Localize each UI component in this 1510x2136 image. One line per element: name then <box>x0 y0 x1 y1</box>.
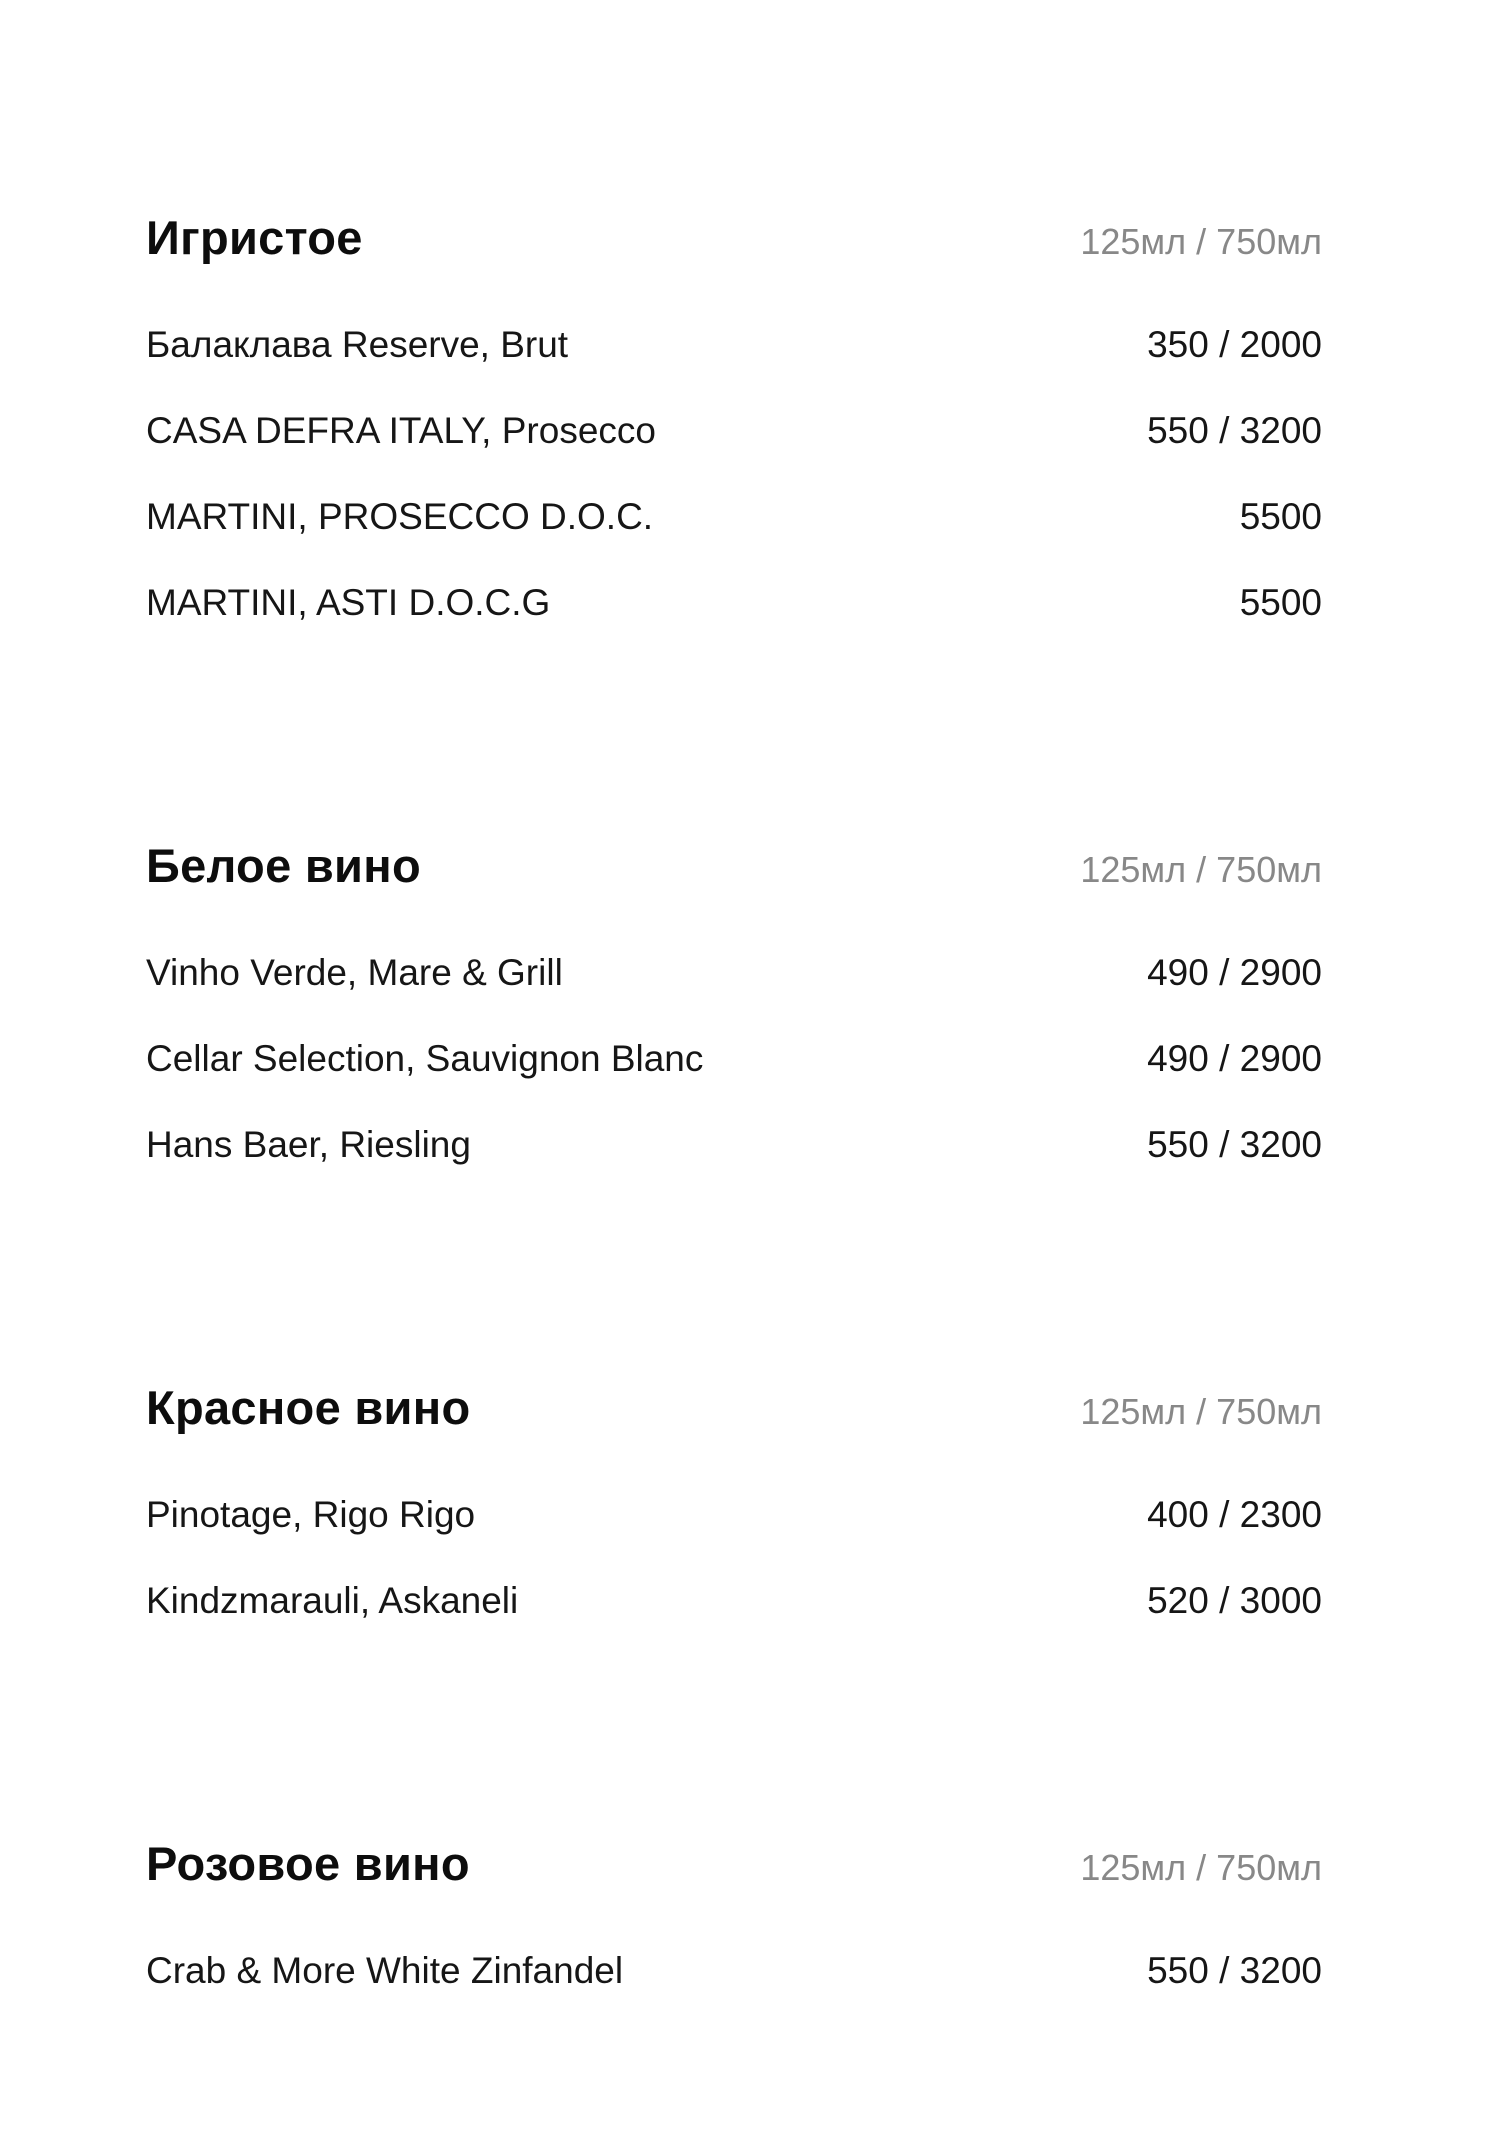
item-price: 350 / 2000 <box>1147 324 1322 365</box>
section-title: Игристое <box>146 211 363 264</box>
section-header <box>146 1380 1322 1440</box>
menu-item <box>146 1494 1322 1580</box>
item-name: CASA DEFRA ITALY, Prosecco <box>146 410 656 451</box>
item-name: MARTINI, PROSECCO D.O.C. <box>146 496 654 537</box>
item-name: Cellar Selection, Sauvignon Blanc <box>146 1038 704 1079</box>
item-list <box>146 952 1322 1210</box>
item-price: 490 / 2900 <box>1147 952 1322 993</box>
section-header <box>146 838 1322 898</box>
menu-item <box>146 1580 1322 1666</box>
section-volume-label: 125мл / 750мл <box>1080 221 1322 262</box>
item-list <box>146 1494 1322 1666</box>
item-price: 5500 <box>1239 582 1322 623</box>
menu-item <box>146 952 1322 1038</box>
item-name: Vinho Verde, Mare & Grill <box>146 952 563 993</box>
item-price: 550 / 3200 <box>1147 1950 1322 1991</box>
menu-item <box>146 410 1322 496</box>
section-volume-label: 125мл / 750мл <box>1080 1391 1322 1432</box>
item-price: 550 / 3200 <box>1147 1124 1322 1165</box>
menu-item <box>146 324 1322 410</box>
item-name: Crab & More White Zinfandel <box>146 1950 624 1991</box>
item-list <box>146 1950 1322 2036</box>
item-name: MARTINI, ASTI D.O.C.G <box>146 582 551 623</box>
section-title: Белое вино <box>146 839 421 892</box>
section-volume-label: 125мл / 750мл <box>1080 849 1322 890</box>
item-list <box>146 324 1322 668</box>
item-name: Kindzmarauli, Askaneli <box>146 1580 519 1621</box>
section-white-wine <box>146 838 1322 1210</box>
section-header <box>146 1836 1322 1896</box>
section-red-wine <box>146 1380 1322 1666</box>
menu-item <box>146 1124 1322 1210</box>
section-header <box>146 210 1322 270</box>
section-rose-wine <box>146 1836 1322 2036</box>
item-price: 520 / 3000 <box>1147 1580 1322 1621</box>
item-price: 400 / 2300 <box>1147 1494 1322 1535</box>
item-price: 550 / 3200 <box>1147 410 1322 451</box>
menu-item <box>146 1038 1322 1124</box>
section-sparkling <box>146 210 1322 668</box>
menu-item <box>146 1950 1322 2036</box>
section-volume-label: 125мл / 750мл <box>1080 1847 1322 1888</box>
item-name: Hans Baer, Riesling <box>146 1124 471 1165</box>
item-price: 5500 <box>1239 496 1322 537</box>
item-price: 490 / 2900 <box>1147 1038 1322 1079</box>
item-name: Балаклава Reserve, Brut <box>146 324 569 365</box>
menu-item <box>146 582 1322 668</box>
menu-item <box>146 496 1322 582</box>
item-name: Pinotage, Rigo Rigo <box>146 1494 476 1535</box>
section-title: Розовое вино <box>146 1837 470 1890</box>
section-title: Красное вино <box>146 1381 471 1434</box>
